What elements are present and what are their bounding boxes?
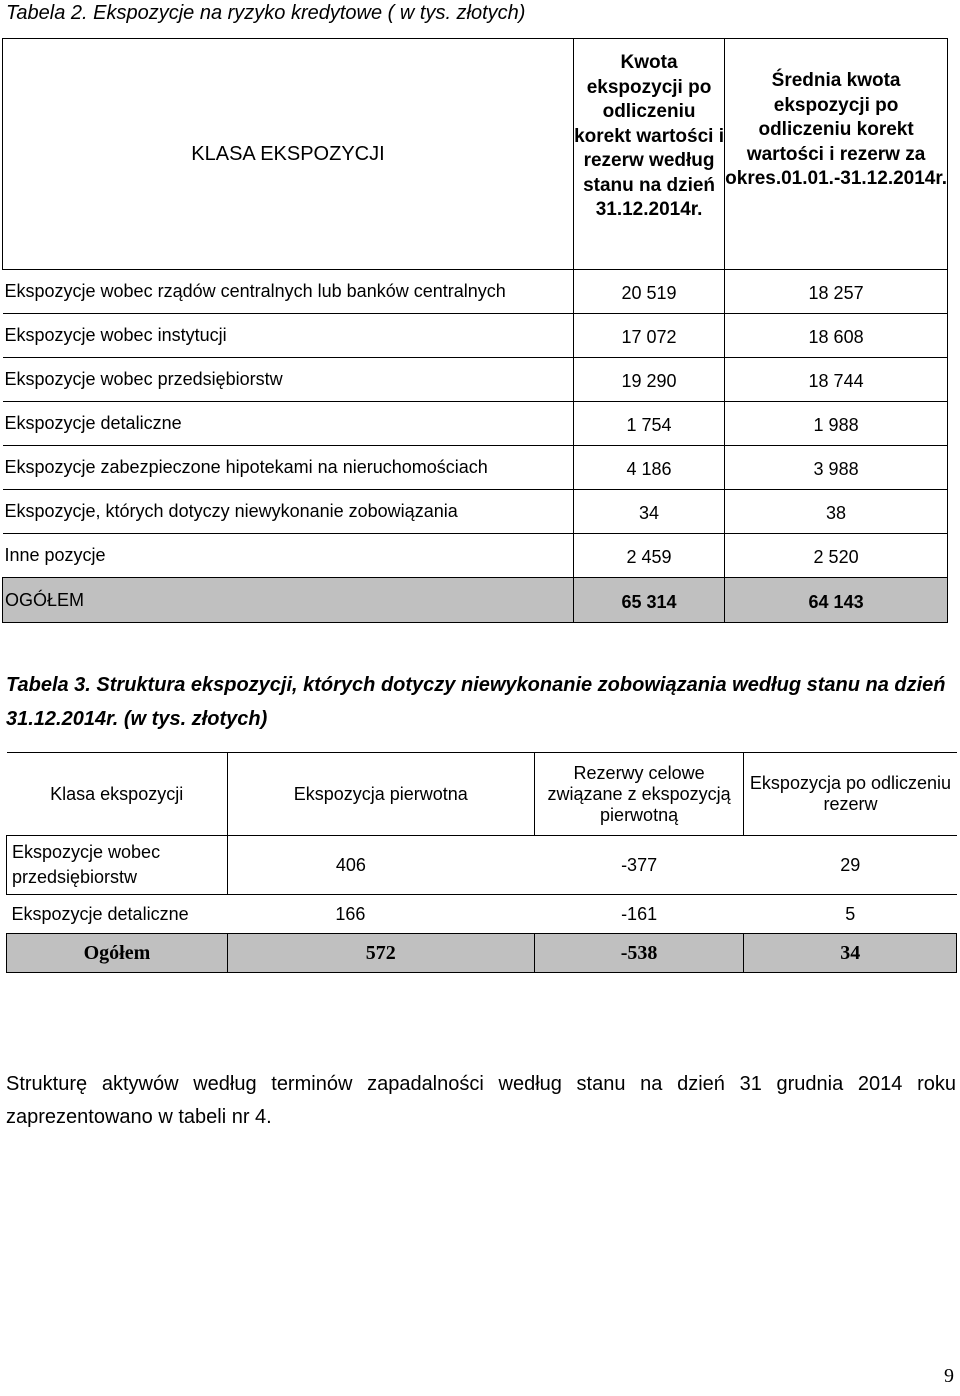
row-label: Ekspozycje detaliczne: [7, 895, 228, 934]
row-label: Ekspozycje wobec rządów centralnych lub banków centralnych: [3, 270, 574, 314]
row-average: 2 520: [725, 534, 948, 578]
total-original: 572: [227, 934, 534, 973]
table-row: [3, 446, 948, 490]
row-label: Inne pozycje: [3, 534, 574, 578]
row-average: 1 988: [725, 402, 948, 446]
table-row: [3, 314, 948, 358]
row-value: 19 290: [573, 358, 724, 402]
header-exposure-class: Klasa ekspozycji: [7, 753, 228, 836]
table-row: [3, 534, 948, 578]
table-row: [3, 270, 948, 314]
page-number: 9: [944, 1365, 954, 1387]
default-exposure-table: [6, 752, 957, 973]
table-row: [3, 402, 948, 446]
table-row: [3, 358, 948, 402]
table-row: [7, 895, 957, 934]
header-exposure-class: KLASA EKSPOZYCJI: [3, 39, 574, 270]
row-provisions: -161: [534, 895, 744, 934]
row-value: 4 186: [573, 446, 724, 490]
total-label: Ogółem: [7, 934, 228, 973]
total-row: [7, 934, 957, 973]
row-net: 5: [744, 895, 957, 934]
total-value: 65 314: [573, 578, 724, 623]
header-original-exposure: Ekspozycja pierwotna: [227, 753, 534, 836]
row-average: 18 257: [725, 270, 948, 314]
total-provisions: -538: [534, 934, 744, 973]
body-paragraph: Strukturę aktywów według terminów zapadalności według stanu na dzień 31 grudnia 2014 roku zaprezentowano w tabeli nr 4.: [6, 1073, 956, 1128]
total-label: OGÓŁEM: [3, 578, 574, 623]
total-net: 34: [744, 934, 957, 973]
row-original: 406: [227, 836, 534, 895]
row-label: Ekspozycje detaliczne: [3, 402, 574, 446]
table-row: [3, 490, 948, 534]
row-value: 17 072: [573, 314, 724, 358]
row-value: 20 519: [573, 270, 724, 314]
row-average: 18 744: [725, 358, 948, 402]
row-value: 34: [573, 490, 724, 534]
row-label: Ekspozycje zabezpieczone hipotekami na nieruchomościach: [3, 446, 574, 490]
row-original: 166: [227, 895, 534, 934]
row-value: 1 754: [573, 402, 724, 446]
row-label: Ekspozycje wobec przedsiębiorstw: [7, 836, 228, 895]
header-average-amount: Średnia kwota ekspozycji po odliczeniu korekt wartości i rezerw za okres.01.01.-31.12.2014r.: [725, 39, 948, 270]
row-average: 38: [725, 490, 948, 534]
table-header-row: [7, 753, 957, 836]
header-specific-provisions: Rezerwy celowe związane z ekspozycją pierwotną: [534, 753, 744, 836]
header-exposure-amount: Kwota ekspozycji po odliczeniu korekt wartości i rezerw według stanu na dzień 31.12.2014r.: [573, 39, 724, 270]
table2-caption: Tabela 2. Ekspozycje na ryzyko kredytowe ( w tys. złotych): [6, 2, 526, 24]
table-row: [7, 836, 957, 895]
row-provisions: -377: [534, 836, 744, 895]
total-row: [3, 578, 948, 623]
row-average: 3 988: [725, 446, 948, 490]
row-value: 2 459: [573, 534, 724, 578]
header-net-exposure: Ekspozycja po odliczeniu rezerw: [744, 753, 957, 836]
table3-caption: Tabela 3. Struktura ekspozycji, których dotyczy niewykonanie zobowiązania według stanu na dzień 31.12.2014r. (w tys. złotych): [6, 674, 946, 730]
row-average: 18 608: [725, 314, 948, 358]
total-average: 64 143: [725, 578, 948, 623]
row-label: Ekspozycje wobec przedsiębiorstw: [3, 358, 574, 402]
exposure-table: [2, 38, 948, 623]
table-header-row: [3, 39, 948, 270]
row-label: Ekspozycje, których dotyczy niewykonanie zobowiązania: [3, 490, 574, 534]
row-net: 29: [744, 836, 957, 895]
row-label: Ekspozycje wobec instytucji: [3, 314, 574, 358]
